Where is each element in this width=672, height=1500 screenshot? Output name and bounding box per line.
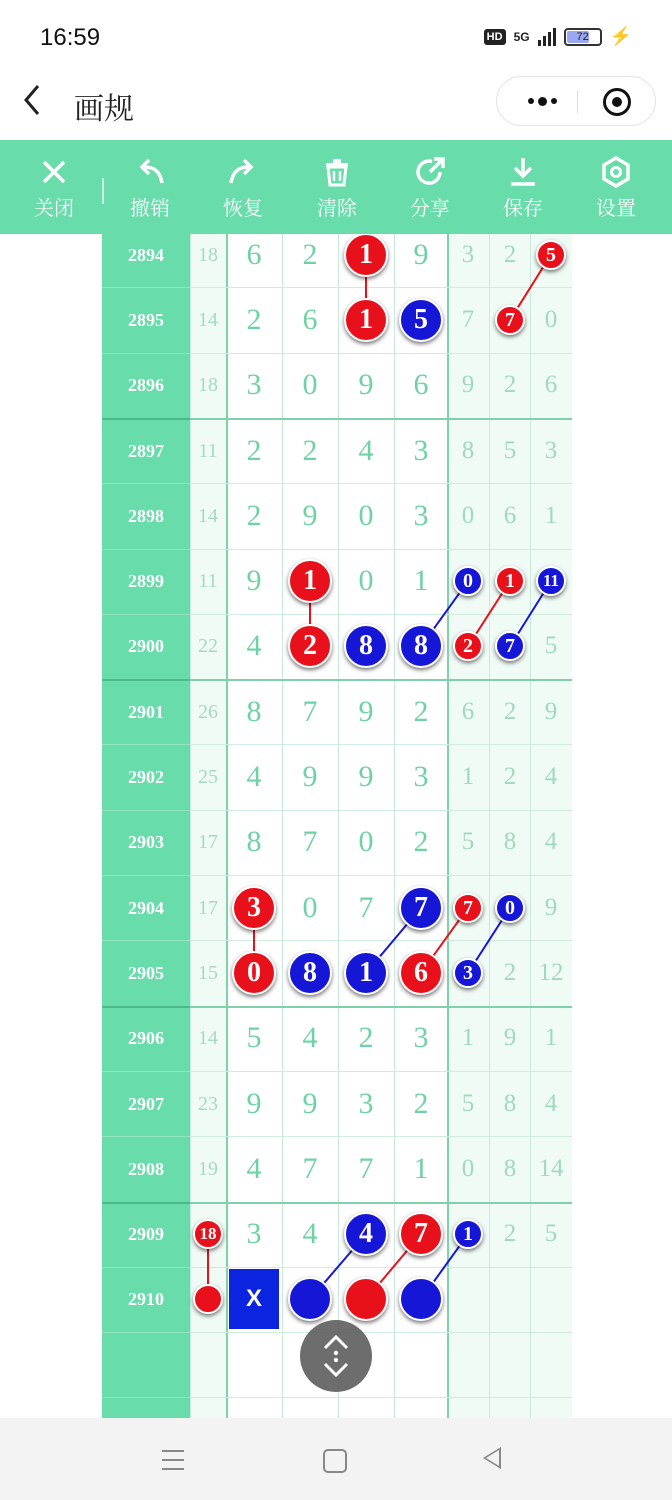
issue-label: 2895 [128, 309, 164, 330]
digit-cell[interactable]: 9 [358, 760, 374, 794]
digit-cell[interactable]: 2 [246, 498, 262, 532]
issue-label: 2906 [128, 1028, 164, 1049]
blue-ball-marker[interactable]: 11 [536, 566, 566, 596]
blue-ball-marker[interactable]: 7 [495, 631, 525, 661]
share-icon [394, 152, 466, 190]
digit-cell[interactable]: 2 [246, 302, 262, 336]
extra-cell[interactable]: 2 [503, 958, 517, 986]
digit-cell[interactable]: 3 [413, 433, 429, 467]
sum-cell[interactable]: 14 [198, 504, 218, 527]
extra-cell[interactable]: 6 [461, 697, 475, 725]
scroll-updown-icon [300, 1320, 372, 1392]
blue-ball-marker[interactable]: 0 [453, 566, 483, 596]
digit-cell[interactable]: 7 [302, 825, 318, 859]
digit-cell[interactable]: 4 [246, 760, 262, 794]
sum-cell[interactable]: 15 [198, 961, 218, 984]
blue-ball-marker[interactable]: 0 [495, 893, 525, 923]
extra-cell[interactable]: 8 [503, 828, 517, 856]
extra-cell[interactable]: 2 [503, 763, 517, 791]
digit-cell[interactable]: 8 [246, 694, 262, 728]
sum-cell[interactable]: 22 [198, 635, 218, 658]
settings-button[interactable] [580, 152, 652, 221]
sum-cell[interactable]: 18 [198, 374, 218, 397]
red-ball-marker[interactable]: 7 [399, 1212, 443, 1256]
extra-cell[interactable]: 9 [503, 1024, 517, 1052]
digit-cell[interactable]: 2 [302, 433, 318, 467]
digit-cell[interactable]: 3 [358, 1086, 374, 1120]
extra-cell[interactable]: 5 [461, 1089, 475, 1117]
extra-cell[interactable]: 6 [544, 371, 558, 399]
digit-cell[interactable]: 2 [413, 694, 429, 728]
digit-cell[interactable]: 9 [358, 694, 374, 728]
extra-cell[interactable]: 14 [538, 1154, 564, 1182]
sum-cell[interactable]: 14 [198, 308, 218, 331]
sum-cell[interactable]: 25 [198, 766, 218, 789]
system-nav-bar [0, 1418, 672, 1500]
issue-label: 2905 [128, 962, 164, 983]
digit-cell[interactable]: 7 [302, 694, 318, 728]
issue-label: 2904 [128, 897, 164, 918]
red-ball-marker[interactable]: 1 [288, 559, 332, 603]
extra-cell[interactable]: 4 [544, 763, 558, 791]
close-label: 关闭 [34, 198, 74, 220]
save-button[interactable] [487, 152, 559, 221]
chevron-left-icon [20, 80, 44, 120]
share-button[interactable] [394, 152, 466, 221]
digit-cell[interactable]: 2 [413, 825, 429, 859]
digit-cell[interactable]: 5 [246, 1021, 262, 1055]
menu-icon[interactable] [162, 1450, 184, 1477]
extra-cell[interactable]: 8 [503, 1089, 517, 1117]
extra-cell[interactable]: 4 [544, 828, 558, 856]
digit-cell[interactable]: 9 [246, 1086, 262, 1120]
drawing-grid[interactable] [102, 234, 572, 1418]
digit-cell[interactable]: 0 [302, 368, 318, 402]
redo-button[interactable] [207, 152, 279, 221]
digit-cell[interactable]: 4 [302, 1021, 318, 1055]
charging-icon: ⚡ [609, 26, 632, 46]
mini-program-capsule [496, 76, 656, 126]
x-marker[interactable]: X [229, 1269, 279, 1329]
hd-badge: HD [484, 29, 506, 45]
issue-label: 2896 [128, 375, 164, 396]
blue-ball-marker[interactable]: 8 [344, 624, 388, 668]
issue-label: 2908 [128, 1158, 164, 1179]
digit-cell[interactable]: 2 [302, 237, 318, 271]
blue-ball-marker[interactable]: 8 [288, 951, 332, 995]
red-ball-marker[interactable]: 1 [344, 298, 388, 342]
digit-cell[interactable]: 4 [246, 629, 262, 663]
undo-button[interactable] [114, 152, 186, 221]
digit-cell[interactable]: 4 [302, 1217, 318, 1251]
red-ball-marker[interactable]: 1 [495, 566, 525, 596]
toolbar-divider [102, 178, 104, 204]
blue-ball-marker[interactable]: 1 [453, 1219, 483, 1249]
home-icon[interactable] [323, 1449, 347, 1473]
trash-icon [301, 152, 373, 190]
digit-cell[interactable]: 3 [413, 1021, 429, 1055]
digit-cell[interactable]: 7 [358, 890, 374, 924]
digit-cell[interactable]: 3 [246, 368, 262, 402]
clear-button[interactable] [301, 152, 373, 221]
sum-cell[interactable]: 17 [198, 831, 218, 854]
digit-cell[interactable]: 0 [358, 498, 374, 532]
digit-cell[interactable]: 9 [302, 1086, 318, 1120]
battery-icon [564, 28, 602, 46]
extra-cell[interactable]: 2 [503, 240, 517, 268]
issue-label: 2903 [128, 832, 164, 853]
issue-label: 2897 [128, 440, 164, 461]
save-label: 保存 [503, 198, 543, 220]
red-ball-marker[interactable]: 1 [344, 234, 388, 277]
signal-icon [538, 28, 556, 46]
extra-cell[interactable]: 0 [461, 1154, 475, 1182]
settings-icon [580, 152, 652, 190]
more-dot-icon [528, 98, 534, 104]
issue-label: 2894 [128, 244, 164, 265]
download-icon [487, 152, 559, 190]
extra-cell[interactable]: 5 [544, 632, 558, 660]
red-ball-marker[interactable]: 7 [495, 305, 525, 335]
scroll-toggle-button[interactable] [300, 1320, 372, 1392]
red-ball-marker[interactable]: 2 [453, 631, 483, 661]
extra-cell[interactable]: 9 [544, 893, 558, 921]
extra-cell[interactable]: 1 [461, 763, 475, 791]
blue-ball-marker[interactable]: 3 [453, 958, 483, 988]
page-title: 画规 [74, 93, 134, 126]
extra-cell[interactable]: 12 [538, 958, 564, 986]
extra-cell[interactable]: 5 [461, 828, 475, 856]
digit-cell[interactable]: 6 [246, 237, 262, 271]
back-button[interactable] [20, 80, 44, 129]
back-triangle-icon[interactable] [483, 1447, 501, 1469]
sum-cell[interactable]: 23 [198, 1092, 218, 1115]
extra-cell[interactable]: 1 [461, 1024, 475, 1052]
nav-bar [0, 72, 672, 140]
extra-cell[interactable]: 5 [544, 1220, 558, 1248]
sum-cell[interactable]: 17 [198, 896, 218, 919]
extra-cell[interactable]: 8 [461, 436, 475, 464]
link-lines [102, 234, 572, 1418]
digit-cell[interactable]: 8 [246, 825, 262, 859]
issue-label: 2910 [128, 1289, 164, 1310]
digit-cell[interactable]: 9 [358, 368, 374, 402]
digit-cell[interactable]: 3 [413, 760, 429, 794]
extra-cell[interactable]: 0 [461, 501, 475, 529]
extra-cell[interactable]: 1 [544, 501, 558, 529]
blue-ball-marker[interactable]: 4 [344, 1212, 388, 1256]
blue-ball-marker[interactable]: 8 [399, 624, 443, 668]
redo-icon [207, 152, 279, 190]
red-ball-marker[interactable]: 6 [399, 951, 443, 995]
digit-cell[interactable]: 2 [358, 1021, 374, 1055]
extra-cell[interactable]: 0 [544, 305, 558, 333]
digit-cell[interactable]: 4 [246, 1151, 262, 1185]
sum-cell[interactable]: 19 [198, 1157, 218, 1180]
digit-cell[interactable]: 0 [358, 564, 374, 598]
extra-cell[interactable]: 3 [544, 436, 558, 464]
toolbar [0, 140, 672, 234]
extra-cell[interactable]: 2 [503, 697, 517, 725]
extra-cell[interactable]: 3 [461, 240, 475, 268]
extra-cell[interactable]: 2 [503, 1220, 517, 1248]
red-ball-marker[interactable]: 7 [453, 893, 483, 923]
redo-label: 恢复 [223, 198, 263, 220]
digit-cell[interactable]: 9 [302, 760, 318, 794]
issue-label: 2898 [128, 505, 164, 526]
issue-label: 2900 [128, 636, 164, 657]
issue-label: 2901 [128, 701, 164, 722]
digit-cell[interactable]: 2 [246, 433, 262, 467]
undo-label: 撤销 [130, 198, 170, 220]
extra-cell[interactable]: 4 [544, 1089, 558, 1117]
digit-cell[interactable]: 7 [302, 1151, 318, 1185]
undo-icon [114, 152, 186, 190]
close-miniprogram-button[interactable] [603, 88, 631, 116]
issue-label: 2902 [128, 767, 164, 788]
digit-cell[interactable]: 9 [302, 498, 318, 532]
sum-cell[interactable]: 18 [198, 243, 218, 266]
digit-cell[interactable]: 6 [413, 368, 429, 402]
digit-cell[interactable]: 0 [358, 825, 374, 859]
digit-cell[interactable]: 9 [246, 564, 262, 598]
sum-cell[interactable]: 11 [198, 439, 218, 462]
digit-cell[interactable]: 2 [413, 1086, 429, 1120]
extra-cell[interactable]: 2 [503, 371, 517, 399]
blue-ball-marker[interactable]: 5 [399, 298, 443, 342]
blue-ball-marker[interactable]: 7 [399, 886, 443, 930]
battery-label: 72 [576, 30, 589, 43]
clear-label: 清除 [317, 198, 357, 220]
extra-cell[interactable]: 8 [503, 1154, 517, 1182]
close-icon [18, 152, 90, 190]
sum-cell[interactable]: 11 [198, 570, 218, 593]
more-button[interactable] [517, 86, 567, 116]
red-ball-marker[interactable]: 5 [536, 240, 566, 270]
more-dot-icon [551, 98, 557, 104]
digit-cell[interactable]: 0 [302, 890, 318, 924]
issue-label: 2909 [128, 1224, 164, 1245]
extra-cell[interactable]: 9 [544, 697, 558, 725]
digit-cell[interactable]: 6 [302, 302, 318, 336]
digit-cell[interactable]: 9 [413, 237, 429, 271]
digit-cell[interactable]: 1 [413, 564, 429, 598]
digit-cell[interactable]: 4 [358, 433, 374, 467]
extra-cell[interactable]: 1 [544, 1024, 558, 1052]
sum-cell[interactable]: 14 [198, 1027, 218, 1050]
status-icons [484, 26, 632, 47]
red-ball-marker[interactable]: 0 [232, 951, 276, 995]
red-ball-marker[interactable]: 3 [232, 886, 276, 930]
settings-label: 设置 [596, 198, 636, 220]
digit-cell[interactable]: 3 [246, 1217, 262, 1251]
close-button[interactable] [18, 152, 90, 221]
issue-label: 2899 [128, 571, 164, 592]
red-ball-marker[interactable]: 2 [288, 624, 332, 668]
digit-cell[interactable]: 7 [358, 1151, 374, 1185]
blue-ball-marker[interactable]: 1 [344, 951, 388, 995]
digit-cell[interactable]: 1 [413, 1151, 429, 1185]
share-label: 分享 [410, 198, 450, 220]
extra-cell[interactable]: 9 [461, 371, 475, 399]
issue-label: 2907 [128, 1093, 164, 1114]
status-bar [0, 0, 672, 72]
extra-cell[interactable]: 5 [503, 436, 517, 464]
digit-cell[interactable]: 3 [413, 498, 429, 532]
network-label: 5G [513, 29, 530, 44]
status-time: 16:59 [40, 24, 101, 51]
red-ball-marker[interactable]: 18 [193, 1219, 223, 1249]
sum-cell[interactable]: 26 [198, 700, 218, 723]
extra-cell[interactable]: 7 [461, 305, 475, 333]
extra-cell[interactable]: 6 [503, 501, 517, 529]
more-dot-icon [538, 97, 547, 106]
capsule-divider [577, 91, 578, 113]
